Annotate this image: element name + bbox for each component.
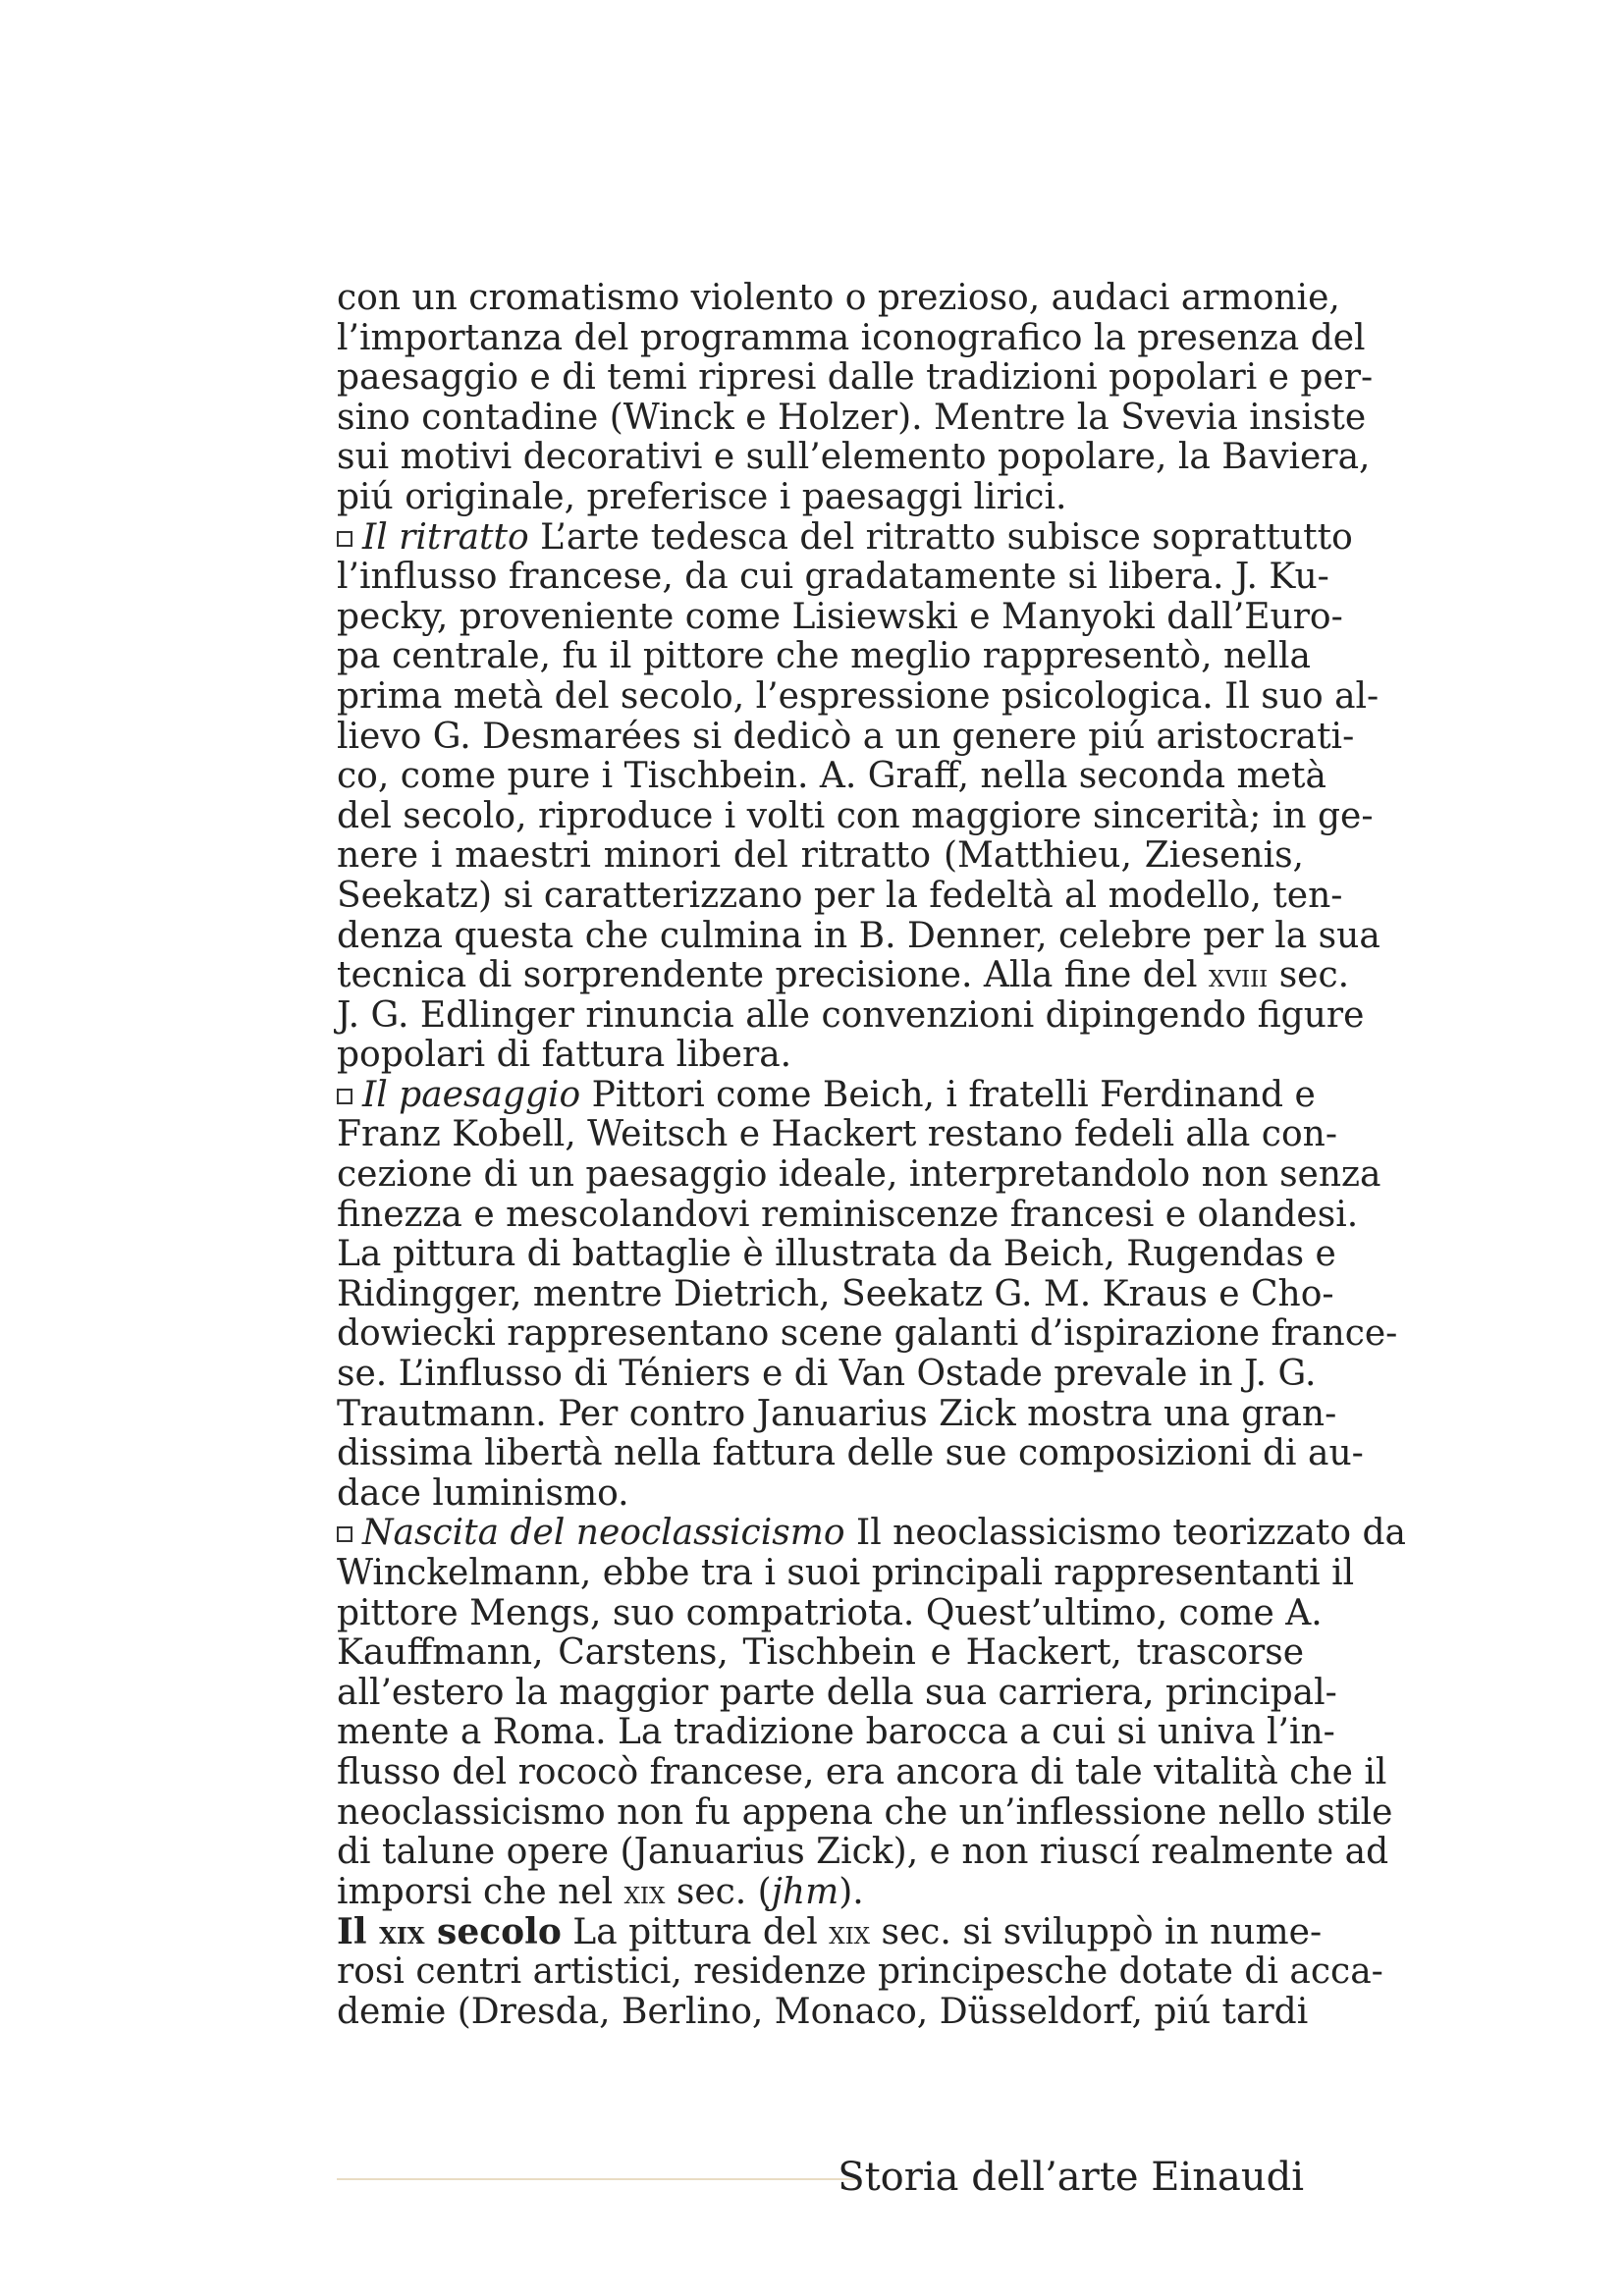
text-run: piú originale, preferisce i paesaggi lirici.: [337, 476, 1067, 517]
body-text: [337, 278, 1406, 2032]
text-run: con un cromatismo violento o prezioso, audaci armonie,: [337, 278, 1340, 318]
text-line: [337, 675, 1380, 718]
text-run: dissima libertà nella fattura delle sue composizioni di au-: [337, 1433, 1364, 1474]
text-run: demie (Dresda, Berlino, Monaco, Düsseldorf, piú tardi: [337, 1991, 1309, 2032]
text-run: pittore Mengs, suo compatriota. Quest’ultimo, come A.: [337, 1592, 1323, 1633]
text-line: [337, 1354, 1317, 1395]
text-line: [337, 1791, 1393, 1834]
text-line: [337, 836, 1304, 877]
text-run: mente a Roma. La tradizione barocca a cui si univa l’in-: [337, 1712, 1335, 1753]
text-run: Kauffmann, Carstens, Tischbein e Hackert, trascorse: [337, 1632, 1304, 1674]
text-run: Seekatz) si caratterizzano per la fedeltà al modello, ten-: [337, 875, 1343, 916]
text-run: Nascita del neoclassicismo: [362, 1513, 845, 1554]
text-run: L’arte tedesca del ritratto subisce soprattutto: [528, 516, 1353, 558]
text-line: [337, 1911, 1323, 1953]
text-run: La pittura del: [561, 1912, 830, 1953]
text-line: [337, 955, 1350, 996]
text-run: prima metà del secolo, l’espressione psicologica. Il suo al-: [337, 675, 1380, 717]
text-run: paesaggio e di temi ripresi dalle tradizioni popolari e per-: [337, 357, 1374, 399]
text-run: finezza e mescolandovi reminiscenze francesi e olandesi.: [337, 1194, 1359, 1235]
text-run: dowiecki rappresentano scene galanti d’ispirazione france-: [337, 1313, 1398, 1355]
text-run: sec. (: [665, 1871, 772, 1912]
text-line: [337, 1194, 1359, 1236]
text-line: [337, 1114, 1337, 1155]
section-square-icon: [337, 531, 352, 547]
text-line: [337, 1553, 1355, 1594]
text-line: [337, 1273, 1334, 1315]
text-run: di talune opere (Januarius Zick), e non riuscí realmente ad: [337, 1832, 1389, 1873]
text-run: Il ritratto: [362, 516, 529, 558]
text-run: secolo: [424, 1911, 562, 1953]
text-line: [337, 1474, 1304, 1515]
text-run: del secolo, riproduce i volti con maggiore sincerità; in ge-: [337, 795, 1374, 836]
text-run: Ridingger, mentre Dietrich, Seekatz G. M. Kraus e Cho-: [337, 1273, 1334, 1314]
text-line: [337, 478, 1304, 518]
text-line: [337, 397, 1367, 439]
text-run: sino contadine (Winck e Holzer). Mentre la Svevia insiste: [337, 397, 1367, 438]
section-square-icon: [337, 1526, 352, 1542]
text-run: co, come pure i Tischbein. A. Graff, nella seconda metà: [337, 756, 1326, 797]
text-line: [337, 875, 1343, 917]
text-line: [337, 1313, 1398, 1355]
text-line: [337, 557, 1329, 598]
text-line: [337, 357, 1374, 399]
text-run: xix: [379, 1913, 425, 1952]
text-line: [337, 1950, 1383, 1993]
section-square-icon: [337, 1089, 352, 1104]
text-run: jhm: [771, 1871, 839, 1912]
text-run: xix: [829, 1913, 871, 1952]
text-line: [337, 636, 1311, 677]
text-run: popolari di fattura libera.: [337, 1035, 792, 1076]
text-line: [337, 596, 1343, 638]
text-line: [337, 1433, 1364, 1474]
text-line: [337, 1074, 1316, 1116]
text-run: Il: [337, 1911, 380, 1953]
footer-rule: [337, 2178, 860, 2180]
text-line: [337, 1751, 1387, 1793]
text-line: [337, 317, 1366, 359]
text-run: sui motivi decorativi e sull’elemento popolare, la Baviera,: [337, 437, 1371, 478]
text-run: sec. si sviluppò in nume-: [870, 1912, 1323, 1953]
text-run: imporsi che nel: [337, 1871, 624, 1912]
text-run: se. L’influsso di Téniers e di Van Ostade prevale in J. G.: [337, 1354, 1317, 1395]
text-line: [337, 1513, 1406, 1554]
text-run: tecnica di sorprendente precisione. Alla fine del: [337, 955, 1210, 996]
text-run: xviii: [1209, 956, 1269, 995]
text-run: Il neoclassicismo teorizzato da: [844, 1513, 1406, 1554]
text-line: [337, 915, 1380, 957]
text-line: [337, 716, 1355, 758]
text-line: [337, 1832, 1389, 1873]
text-run: Il paesaggio: [362, 1074, 581, 1115]
text-run: Pittori come Beich, i fratelli Ferdinand e: [580, 1074, 1316, 1115]
text-run: Winckelmann, ebbe tra i suoi principali rappresentanti il: [337, 1553, 1355, 1593]
text-run: neoclassicismo non fu appena che un’inflessione nello stile: [337, 1791, 1393, 1833]
text-line: [337, 278, 1340, 319]
text-line: [337, 1036, 1304, 1076]
text-run: all’estero la maggior parte della sua carriera, principal-: [337, 1672, 1337, 1713]
text-line: [337, 1592, 1323, 1634]
text-line: [337, 437, 1371, 478]
text-line: [337, 1234, 1336, 1275]
text-run: J. G. Edlinger rinuncia alle convenzioni dipingendo figure: [337, 994, 1365, 1036]
text-run: denza questa che culmina in B. Denner, celebre per la sua: [337, 915, 1380, 956]
text-line: [337, 756, 1326, 797]
text-run: Franz Kobell, Weitsch e Hackert restano fedeli alla con-: [337, 1114, 1337, 1155]
text-run: rosi centri artistici, residenze principesche dotate di acca-: [337, 1950, 1383, 1992]
text-run: dace luminismo.: [337, 1472, 629, 1514]
footer-publisher: Storia dell’arte Einaudi: [838, 2155, 1304, 2200]
text-line: [337, 1873, 1304, 1913]
text-run: pecky, proveniente come Lisiewski e Manyoki dall’Euro-: [337, 596, 1343, 637]
text-run: sec.: [1268, 955, 1350, 996]
text-line: [337, 516, 1353, 559]
text-run: nere i maestri minori del ritratto (Matthieu, Ziesenis,: [337, 835, 1304, 877]
text-run: l’influsso francese, da cui gradatamente si libera. J. Ku-: [337, 557, 1329, 598]
text-run: La pittura di battaglie è illustrata da Beich, Rugendas e: [337, 1234, 1336, 1275]
text-line: [337, 994, 1365, 1037]
text-line: [337, 1154, 1381, 1196]
text-line: [337, 1672, 1337, 1714]
text-run: l’importanza del programma iconografico la presenza del: [337, 317, 1366, 358]
text-line: [337, 1633, 1304, 1674]
text-run: flusso del rococò francese, era ancora di tale vitalità che il: [337, 1751, 1387, 1792]
text-line: [337, 795, 1374, 837]
text-run: Trautmann. Per contro Januarius Zick mostra una gran-: [337, 1393, 1337, 1434]
text-run: cezione di un paesaggio ideale, interpretandolo non senza: [337, 1154, 1381, 1196]
text-run: ).: [839, 1871, 864, 1912]
text-run: pa centrale, fu il pittore che meglio rappresentò, nella: [337, 636, 1311, 677]
text-run: xix: [623, 1872, 666, 1911]
text-line: [337, 1991, 1309, 2033]
text-line: [337, 1712, 1335, 1753]
text-line: [337, 1393, 1337, 1435]
text-run: lievo G. Desmarées si dedicò a un genere piú aristocrati-: [337, 716, 1355, 757]
